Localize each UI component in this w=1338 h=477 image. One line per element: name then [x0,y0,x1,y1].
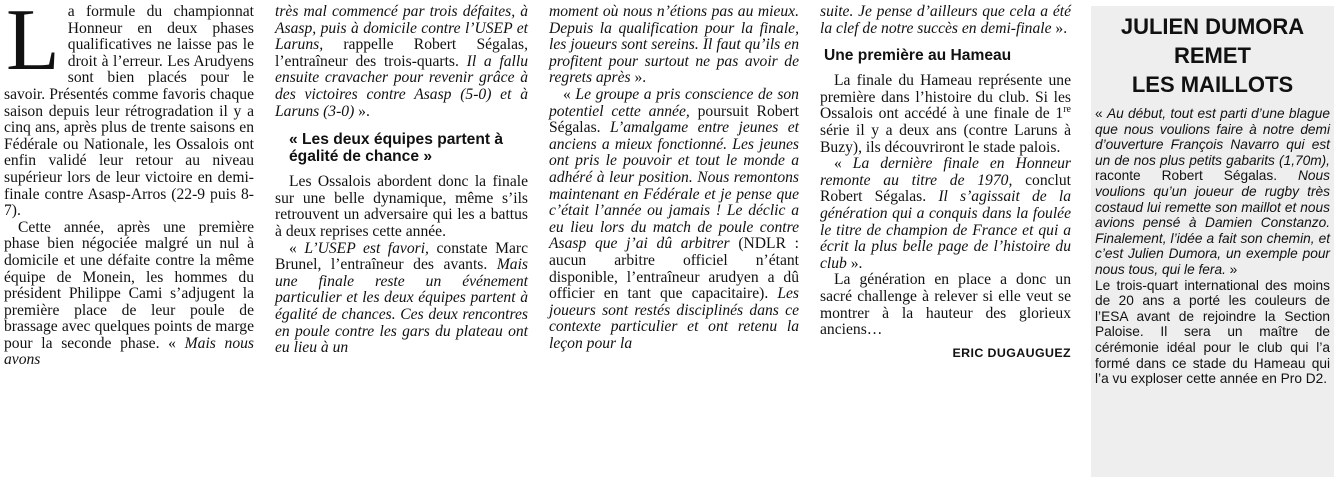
article-column-1 [4,0,254,369]
quote-text: très mal commencé par trois défaites, à Asasp, puis à domicile contre l’USEP et Laruns, [275,3,528,54]
quote-mark: « [289,239,305,257]
subheading: Une première au Hameau [824,47,1012,65]
quote-mark: « [563,85,576,103]
sidebar-paragraph: Le trois-quart international des moins de 20 ans a porté les couleurs de l’ESA avant de rejoindre la Section Paloise. Il sera un maître de cérémonie idéal pour le club qui l’a formé dans ce stade du Hameau qui l’a vu exploser cette année en Pro D2. [1095,277,1330,387]
paragraph-text: La finale du Hameau représente une première dans l’histoire du club. Si les Ossalois ont accédé à une finale de 1 [820,72,1071,123]
subheading: « Les deux équipes partent à égalité de chance » [289,131,504,166]
paragraph [275,4,528,120]
quote-text: Il s’agissait de la génération qui a conquis dans la foulée le titre de champion de France et qui a écrit la plus belle page de l’histoire du club [820,188,1071,272]
paragraph [549,87,799,353]
lead-text: a formule du championnat Honneur en deux phases qualificatives ne laisse pas le droit à l’erreur. Les Arudyens sont bien placés pour le savoir. Présentés comme favoris chaque saison depuis leur rétrogradation il y a cinq ans, après plus de trente saisons en Fédérale ou Nationale, les Ossalois ont enfin validé leur retour au niveau supérieur lors de leur victoire en demi-finale contre Asasp-Arros (22-9 puis 8-7). [4,3,254,220]
paragraph-text: ». [354,102,370,120]
paragraph [820,4,1071,37]
article-column-4 [820,4,1071,361]
sidebar-body [1091,106,1334,387]
sidebar-title-line: LES MAILLOTS [1131,72,1294,97]
paragraph [820,73,1071,156]
paragraph-text: conclut Robert Ségalas. [820,171,1072,206]
quote-text: L’amalgame entre jeunes et anciens a mieux fonctionné. Les jeunes ont pris le pouvoir et tout le monde a adhéré à leur position. Nous remontons maintenant en Fédérale et je pense que c’était l’année ou jamais ! Le déclic a eu lieu lors du match de poule contre Asasp que j’ai dû arbitrer [549,119,799,253]
quote-text: Au début, tout est parti d’une blague que nous voulions faire à notre demi d’ouverture François Navarro qui est un de nos plus petits gabarits (1,70m), [1095,106,1330,168]
quote-mark: « [834,155,853,173]
paragraph-text: ». [630,69,647,87]
paragraph [820,156,1071,272]
superscript: re [1063,104,1071,116]
sidebar-box [1091,6,1334,477]
quote-mark: » [1225,261,1238,277]
paragraph [549,4,799,87]
paragraph-text: rappelle Robert Ségalas, l’entraîneur des trois-quarts. [275,36,528,70]
paragraph-text: raconte Robert Ségalas. [1095,168,1299,184]
author-byline: ERIC DUGAUGUEZ [952,345,1071,360]
quote-text: moment où nous n’étions pas au mieux. Depuis la qualification pour la finale, les joueurs sont sereins. Il faut qu’ils en profitent pour surtout ne pas avoir de regrets après [549,3,799,87]
paragraph-text: Cette année, après une première phase bien négociée malgré un nul à domicile et une défaite contre la même équipe de Monein, les hommes du président Philippe Cami s’adjugent la première place de leur poule de brassage avec quelques points de marge pour la seconde phase. « [4,218,254,352]
quote-text: L’USEP est favori, [304,239,429,257]
sidebar-title [1091,12,1334,99]
quote-text: Le groupe a pris conscience de son potentiel cette année, [549,85,799,120]
paragraph: Les Ossalois abordent donc la finale sur une belle dynamique, même s’ils retrouvent un adversaire qui les a battus à deux reprises cette année. [275,173,528,240]
quote-text: La dernière finale en Honneur remonte au titre de 1970, [820,155,1071,189]
quote-text: Mais une finale reste un événement particulier et les deux équipes partent à égalité de chances. Ces deux rencontres en poule contre les gars du plateau ont eu lieu à un [275,256,528,357]
article-column-2 [275,4,528,357]
paragraph: La génération en place a donc un sacré challenge à relever si elle veut se montrer à la hauteur des glorieux anciens… [820,271,1071,339]
quote-mark: « [1095,106,1107,121]
sidebar-paragraph [1095,106,1330,278]
paragraph-text: série il y a deux ans (contre Laruns à Buzy), ils découvriront le stade palois. [820,121,1071,156]
paragraph [4,220,254,369]
quote-text: Mais nous avons [4,334,254,369]
quote-text: Il a fallu ensuite cravacher pour revenir grâce à des victoires contre Asasp (5-0) et à Laruns (3-0) [275,52,528,120]
paragraph [275,241,528,357]
quote-text: suite. Je pense d’ailleurs que cela a été la clef de notre succès en demi-finale [820,3,1071,37]
drop-cap: L [6,0,60,89]
sidebar-title-line: JULIEN DUMORA [1120,14,1305,39]
article-column-3 [549,4,799,352]
lead-paragraph [4,0,254,220]
paragraph-text: ». [846,254,863,272]
paragraph-text: poursuit Robert Ségalas. [549,102,799,137]
paragraph-text: constate Marc Brunel, l’entraîneur des avants. [275,239,528,274]
paragraph-text: ». [1051,19,1068,37]
quote-text: Les joueurs sont restés disciplinés dans ce contexte particulier et ont retenu la leçon pour la [549,285,799,352]
sidebar-title-line: REMET [1174,43,1251,68]
quote-text: Nous voulions qu’un joueur de rugby très costaud lui remette son maillot et nous avions pensé à Damien Constanzo. Finalement, l’idée a fait son chemin, et c’est Julien Dumora, un exemple pour nous tous, qui le fera. [1095,168,1330,277]
paragraph-text: (NDLR : aucun arbitre officiel n’étant disponible, l’entraîneur arudyen a dû officier en tant que capacitaire). [549,235,799,303]
